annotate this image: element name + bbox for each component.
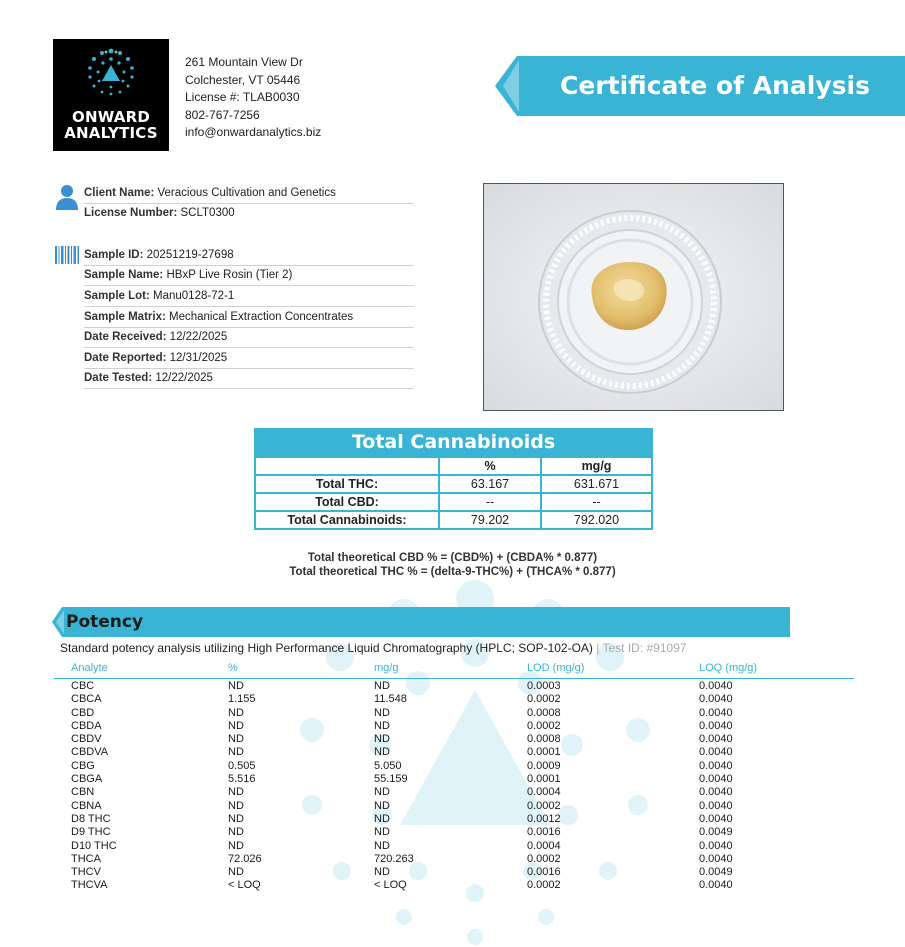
total-cannabinoids-table — [254, 428, 653, 530]
lab-phone: 802-767-7256 — [185, 107, 260, 122]
sample-field-row — [84, 349, 414, 369]
sample-field-value: 12/22/2025 — [155, 372, 213, 384]
totals-row-mg: 631.671 — [541, 475, 652, 493]
loq-cell: 0.0049 — [699, 826, 733, 839]
formula-thc: Total theoretical THC % = (delta-9-THC%) + (THCA% * 0.877) — [289, 566, 616, 578]
lod-cell: 0.0016 — [527, 866, 561, 879]
lod-cell: 0.0004 — [527, 839, 561, 852]
analyte-cell: THCVA — [71, 879, 108, 892]
logo-dots-icon — [86, 47, 136, 97]
loq-cell: 0.0049 — [699, 866, 733, 879]
lod-cell: 0.0008 — [527, 706, 561, 719]
totals-row-pct: 79.202 — [439, 511, 541, 529]
lod-cell: 0.0001 — [527, 746, 561, 759]
pct-cell: ND — [228, 680, 244, 692]
lod-cell: 0.0002 — [527, 799, 561, 812]
table-row — [54, 693, 854, 706]
sample-field-row — [84, 266, 414, 286]
analyte-cell: CBDV — [71, 733, 102, 746]
header-mg: mg/g — [374, 662, 399, 674]
mg-cell: ND — [374, 799, 390, 812]
table-row — [54, 879, 854, 892]
table-row — [54, 720, 854, 733]
loq-cell: 0.0040 — [699, 799, 733, 812]
mg-cell: ND — [374, 746, 390, 759]
totals-grid — [254, 456, 653, 530]
sample-field-label: Sample Lot: — [84, 290, 150, 302]
totals-header-row — [255, 457, 652, 475]
table-row — [54, 786, 854, 799]
analyte-cell: CBGA — [71, 773, 103, 786]
pct-cell: ND — [228, 786, 244, 799]
page-title: Certificate of Analysis — [560, 71, 870, 100]
loq-cell: 0.0040 — [699, 680, 733, 692]
mg-cell: ND — [374, 826, 390, 839]
mg-cell: < LOQ — [374, 879, 407, 892]
client-license-value: SCLT0300 — [180, 207, 235, 219]
analyte-cell: THCV — [71, 866, 101, 879]
loq-cell: 0.0040 — [699, 786, 733, 799]
totals-title: Total Cannabinoids — [254, 428, 653, 456]
totals-row — [255, 511, 652, 529]
totals-row-pct: 63.167 — [439, 475, 541, 493]
client-license-row — [84, 204, 414, 223]
totals-row-pct: -- — [439, 493, 541, 511]
totals-row — [255, 493, 652, 511]
sample-field-label: Sample Matrix: — [84, 311, 166, 323]
mg-cell: ND — [374, 706, 390, 719]
potency-method: Standard potency analysis utilizing High Performance Liquid Chromatography (HPLC; SOP-102-OA) — [60, 641, 593, 655]
lab-license: License #: TLAB0030 — [185, 90, 300, 105]
table-row — [54, 746, 854, 759]
potency-description — [60, 641, 687, 655]
lod-cell: 0.0002 — [527, 852, 561, 865]
header-lod: LOD (mg/g) — [527, 662, 585, 674]
logo-line-1: ONWARD — [72, 108, 150, 126]
totals-row — [255, 475, 652, 493]
table-row — [54, 840, 854, 853]
table-row — [54, 707, 854, 720]
pct-cell: 0.505 — [228, 759, 256, 772]
table-row — [54, 813, 854, 826]
sample-field-value: 12/22/2025 — [169, 331, 228, 343]
lab-contact-info — [185, 54, 321, 142]
pct-cell: ND — [228, 799, 244, 812]
sample-field-row — [84, 328, 414, 348]
sample-field-row — [84, 246, 414, 266]
loq-cell: 0.0040 — [699, 693, 733, 706]
table-row — [54, 733, 854, 746]
mg-cell: ND — [374, 680, 390, 692]
lod-cell: 0.0002 — [527, 693, 561, 706]
sample-field-value: Manu0128-72-1 — [153, 290, 235, 302]
sample-field-label: Date Reported: — [84, 352, 167, 364]
totals-row-label: Total CBD: — [255, 493, 439, 511]
loq-cell: 0.0040 — [699, 852, 733, 865]
loq-cell: 0.0040 — [699, 746, 733, 759]
sample-field-value: HBxP Live Rosin (Tier 2) — [166, 269, 293, 281]
analyte-cell: CBG — [71, 759, 95, 772]
pct-cell: 72.026 — [228, 852, 262, 865]
analyte-cell: CBC — [71, 680, 95, 692]
sample-field-label: Date Received: — [84, 331, 167, 343]
onward-analytics-logo — [53, 39, 169, 151]
table-row — [54, 800, 854, 813]
lab-address: 261 Mountain View Dr — [185, 55, 303, 69]
analyte-cell: CBN — [71, 786, 95, 799]
mg-cell: ND — [374, 733, 390, 746]
loq-cell: 0.0040 — [699, 812, 733, 825]
loq-cell: 0.0040 — [699, 706, 733, 719]
mg-cell: ND — [374, 812, 390, 825]
lab-city: Colchester, VT 05446 — [185, 72, 301, 87]
lod-cell: 0.0004 — [527, 786, 561, 799]
totals-row-mg: -- — [541, 493, 652, 511]
loq-cell: 0.0040 — [699, 759, 733, 772]
lod-cell: 0.0009 — [527, 759, 561, 772]
lod-cell: 0.0003 — [527, 680, 561, 692]
pct-cell: ND — [228, 733, 244, 746]
pct-cell: ND — [228, 812, 244, 825]
sample-field-label: Sample Name: — [84, 269, 164, 281]
pct-cell: < LOQ — [228, 879, 261, 892]
mg-cell: 720.263 — [374, 852, 414, 865]
analyte-cell: CBDVA — [71, 746, 109, 759]
client-name-value: Veracious Cultivation and Genetics — [157, 187, 336, 199]
mg-cell: 55.159 — [374, 773, 408, 786]
client-name-row — [84, 184, 414, 204]
analyte-cell: THCA — [71, 852, 101, 865]
sample-field-row — [84, 369, 414, 389]
lab-email[interactable]: info@onwardanalytics.biz — [185, 125, 322, 140]
pct-cell: ND — [228, 719, 244, 732]
table-row — [54, 853, 854, 866]
mg-cell: ND — [374, 839, 390, 852]
lod-cell: 0.0002 — [527, 879, 561, 892]
lod-cell: 0.0008 — [527, 733, 561, 746]
totals-header-blank — [255, 457, 439, 475]
analyte-cell: CBD — [71, 706, 95, 719]
sample-field-row — [84, 308, 414, 328]
mg-cell: 11.548 — [374, 693, 407, 706]
sample-field-label: Sample ID: — [84, 249, 144, 261]
lod-cell: 0.0016 — [527, 826, 561, 839]
sample-jar-image — [484, 184, 783, 410]
loq-cell: 0.0040 — [699, 839, 733, 852]
formula-cbd: Total theoretical CBD % = (CBD%) + (CBDA% * 0.877) — [307, 552, 598, 564]
table-row — [54, 866, 854, 879]
mg-cell: 5.050 — [374, 759, 402, 772]
loq-cell: 0.0040 — [699, 733, 733, 746]
client-license-label: License Number: — [84, 207, 178, 219]
totals-row-label: Total THC: — [255, 475, 439, 493]
coa-banner — [495, 56, 905, 116]
analyte-cell: CBNA — [71, 799, 102, 812]
potency-header-row — [54, 660, 854, 679]
potency-banner — [52, 607, 790, 637]
sample-field-value: 20251219-27698 — [146, 249, 234, 261]
potency-banner-shape — [52, 607, 790, 637]
totals-row-label: Total Cannabinoids: — [255, 511, 439, 529]
totals-header-mg: mg/g — [541, 457, 652, 475]
sample-field-value: Mechanical Extraction Concentrates — [169, 311, 354, 323]
table-row — [54, 680, 854, 693]
analyte-cell: D10 THC — [71, 839, 117, 852]
potency-title: Potency — [66, 612, 144, 632]
mg-cell: ND — [374, 786, 390, 799]
loq-cell: 0.0040 — [699, 719, 733, 732]
analyte-cell: D9 THC — [71, 826, 111, 839]
table-row — [54, 826, 854, 839]
pct-cell: 1.155 — [228, 693, 256, 706]
mg-cell: ND — [374, 866, 390, 879]
totals-row-mg: 792.020 — [541, 511, 652, 529]
table-row — [54, 760, 854, 773]
pct-cell: 5.516 — [228, 773, 256, 786]
potency-test-id: | Test ID: #91097 — [596, 641, 687, 655]
table-row — [54, 773, 854, 786]
person-icon — [55, 184, 79, 210]
pct-cell: ND — [228, 706, 244, 719]
analyte-cell: D8 THC — [71, 812, 111, 825]
mg-cell: ND — [374, 719, 390, 732]
loq-cell: 0.0040 — [699, 773, 733, 786]
analyte-cell: CBCA — [71, 693, 102, 706]
sample-field-label: Date Tested: — [84, 372, 153, 384]
potency-table — [54, 680, 854, 893]
pct-cell: ND — [228, 866, 244, 879]
loq-cell: 0.0040 — [699, 879, 733, 892]
analyte-cell: CBDA — [71, 719, 102, 732]
header-analyte: Analyte — [71, 662, 108, 674]
sample-field-value: 12/31/2025 — [169, 352, 228, 364]
header-pct: % — [228, 662, 238, 674]
totals-header-pct: % — [439, 457, 541, 475]
pct-cell: ND — [228, 826, 244, 839]
sample-field-row — [84, 287, 414, 307]
client-name-label: Client Name: — [84, 187, 155, 199]
pct-cell: ND — [228, 746, 244, 759]
lod-cell: 0.0012 — [527, 812, 561, 825]
pct-cell: ND — [228, 839, 244, 852]
sample-photo — [483, 183, 784, 411]
lod-cell: 0.0002 — [527, 719, 561, 732]
header-loq: LOQ (mg/g) — [699, 662, 758, 674]
logo-line-2: ANALYTICS — [64, 124, 158, 142]
barcode-icon — [55, 246, 79, 264]
lod-cell: 0.0001 — [527, 773, 561, 786]
